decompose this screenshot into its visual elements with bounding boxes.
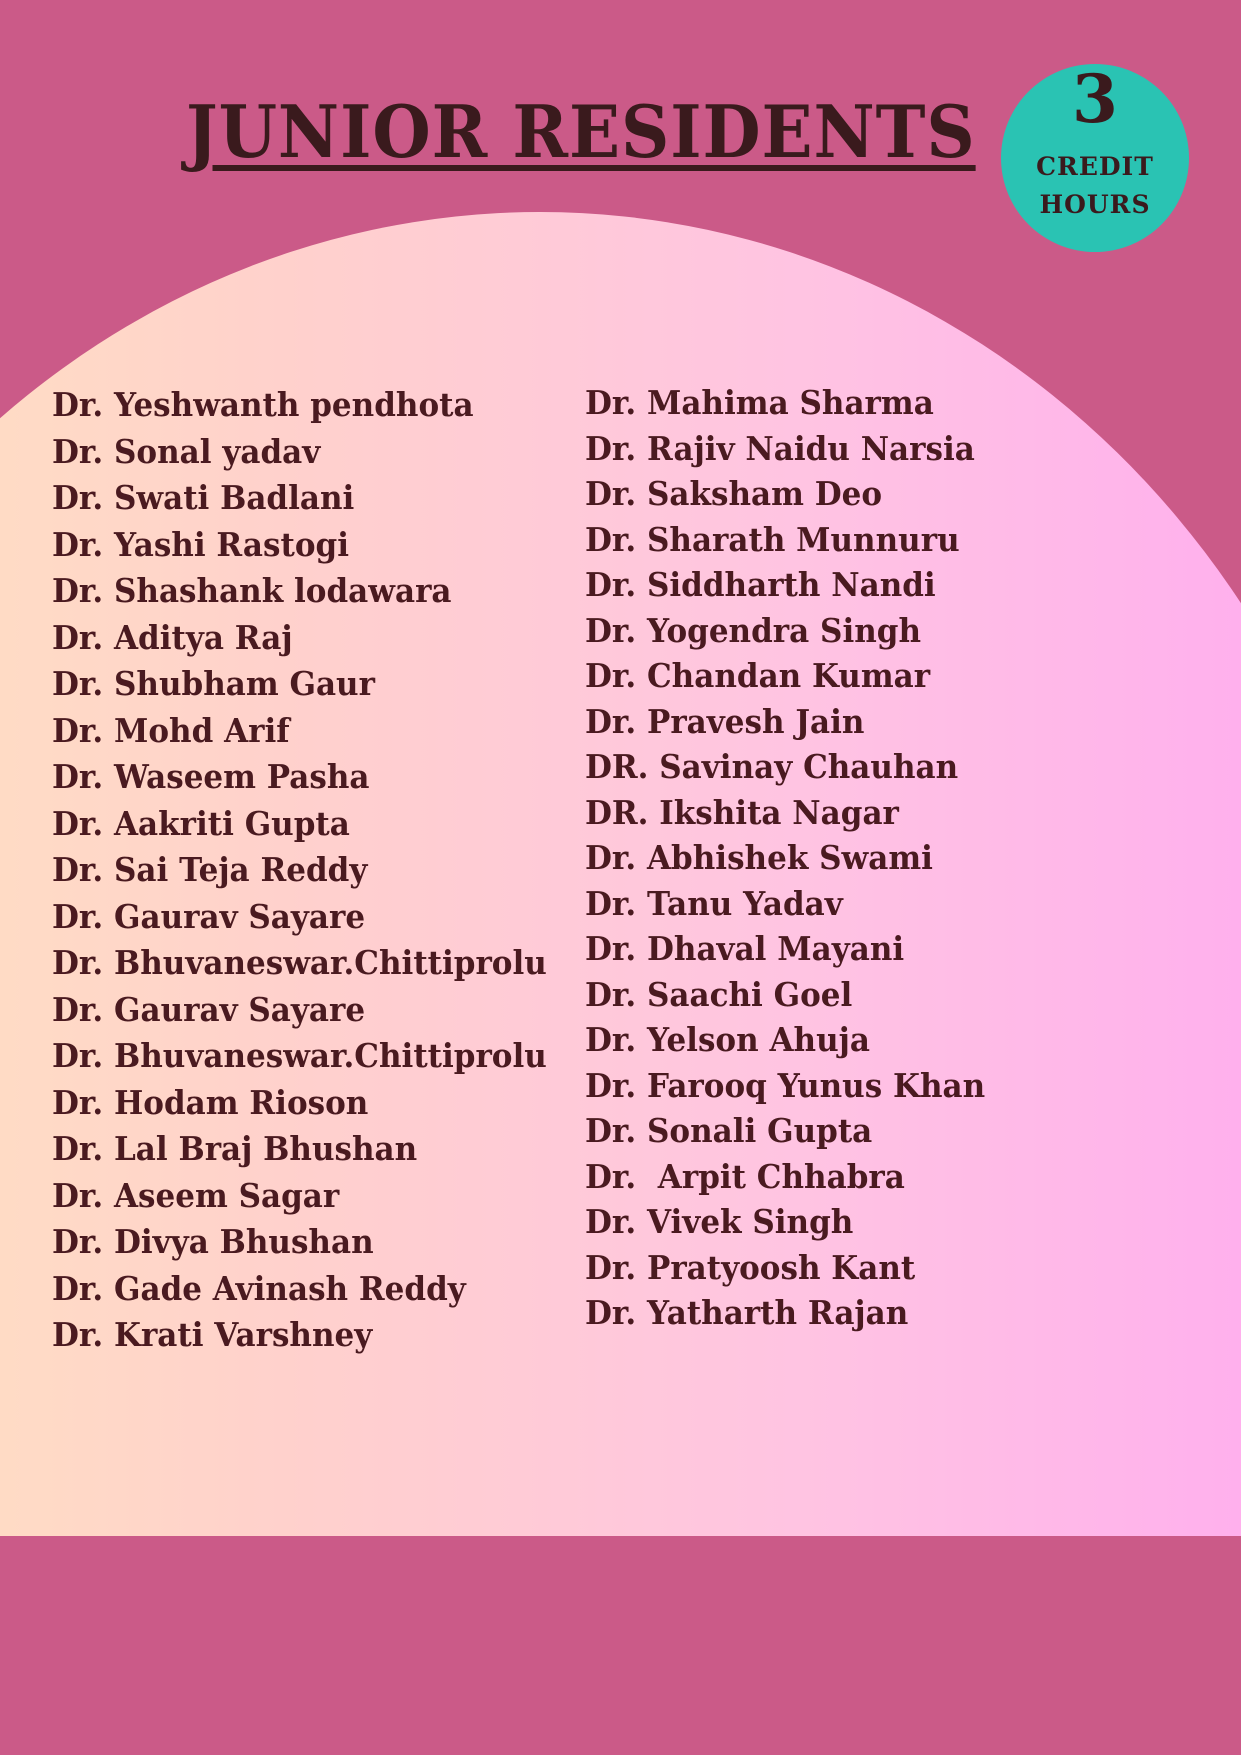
resident-name: Dr. Divya Bhushan bbox=[52, 1222, 374, 1261]
credit-hours-badge bbox=[1001, 60, 1189, 252]
resident-name: Dr. Pratyoosh Kant bbox=[585, 1247, 916, 1287]
resident-name: Dr. Abhishek Swami bbox=[585, 838, 933, 877]
names-list-left bbox=[52, 382, 578, 1359]
resident-name: Dr. Yelson Ahuja bbox=[585, 1020, 870, 1059]
page-title: JUNIOR RESIDENTS bbox=[186, 89, 976, 174]
hours-label: HOURS bbox=[1039, 190, 1151, 219]
resident-name: Dr. Bhuvaneswar.Chittiprolu bbox=[52, 1036, 547, 1075]
resident-name: Dr. Yatharth Rajan bbox=[585, 1293, 909, 1332]
resident-name: Dr. Waseem Pasha bbox=[52, 757, 370, 796]
resident-name: Dr. Yeshwanth pendhota bbox=[52, 385, 474, 424]
resident-name: Dr. Sharath Munnuru bbox=[585, 519, 960, 559]
resident-name: Dr. Aakriti Gupta bbox=[52, 803, 350, 843]
bottom-band bbox=[0, 1536, 1241, 1755]
resident-name: Dr. Sonal yadav bbox=[52, 431, 321, 471]
credit-hours-number: 3 bbox=[1072, 60, 1118, 138]
resident-name: Dr. Siddharth Nandi bbox=[585, 565, 936, 604]
resident-name: Dr. Aditya Raj bbox=[52, 617, 293, 657]
resident-name: Dr. Gaurav Sayare bbox=[52, 989, 366, 1029]
names-list-right bbox=[585, 380, 1011, 1336]
resident-name: Dr. Saksham Deo bbox=[585, 474, 883, 513]
resident-name: Dr. Shubham Gaur bbox=[52, 664, 375, 703]
resident-name: Dr. Tanu Yadav bbox=[585, 883, 843, 923]
resident-name: Dr. Gade Avinash Reddy bbox=[52, 1268, 466, 1308]
resident-name: Dr. Sai Teja Reddy bbox=[52, 850, 368, 889]
resident-name: Dr. Dhaval Mayani bbox=[585, 929, 905, 968]
resident-name: Dr. Yashi Rastogi bbox=[52, 524, 349, 564]
credit-label: CREDIT bbox=[1036, 152, 1154, 181]
resident-name: Dr. Mahima Sharma bbox=[585, 383, 934, 422]
resident-name: Dr. Sonali Gupta bbox=[585, 1111, 873, 1150]
resident-name: Dr. Pravesh Jain bbox=[585, 701, 865, 741]
resident-name: Dr. Arpit Chhabra bbox=[585, 1156, 905, 1196]
resident-name: Dr. Rajiv Naidu Narsia bbox=[585, 428, 975, 468]
resident-name: Dr. Hodam Rioson bbox=[52, 1082, 369, 1122]
resident-name: DR. Ikshita Nagar bbox=[585, 792, 899, 832]
resident-name: Dr. Lal Braj Bhushan bbox=[52, 1129, 418, 1168]
resident-name: Dr. Aseem Sagar bbox=[52, 1175, 340, 1215]
resident-name: Dr. Swati Badlani bbox=[52, 478, 355, 517]
resident-name: Dr. Krati Varshney bbox=[52, 1315, 373, 1354]
resident-name: DR. Savinay Chauhan bbox=[585, 747, 959, 786]
resident-name: Dr. Saachi Goel bbox=[585, 974, 853, 1014]
resident-name: Dr. Yogendra Singh bbox=[585, 610, 922, 650]
resident-name: Dr. Chandan Kumar bbox=[585, 656, 931, 695]
resident-name: Dr. Gaurav Sayare bbox=[52, 896, 366, 936]
resident-name: Dr. Shashank lodawara bbox=[52, 571, 452, 610]
resident-name: Dr. Farooq Yunus Khan bbox=[585, 1065, 986, 1105]
resident-name: Dr. Bhuvaneswar.Chittiprolu bbox=[52, 943, 547, 982]
resident-name: Dr. Mohd Arif bbox=[52, 710, 290, 750]
resident-name: Dr. Vivek Singh bbox=[585, 1202, 854, 1241]
